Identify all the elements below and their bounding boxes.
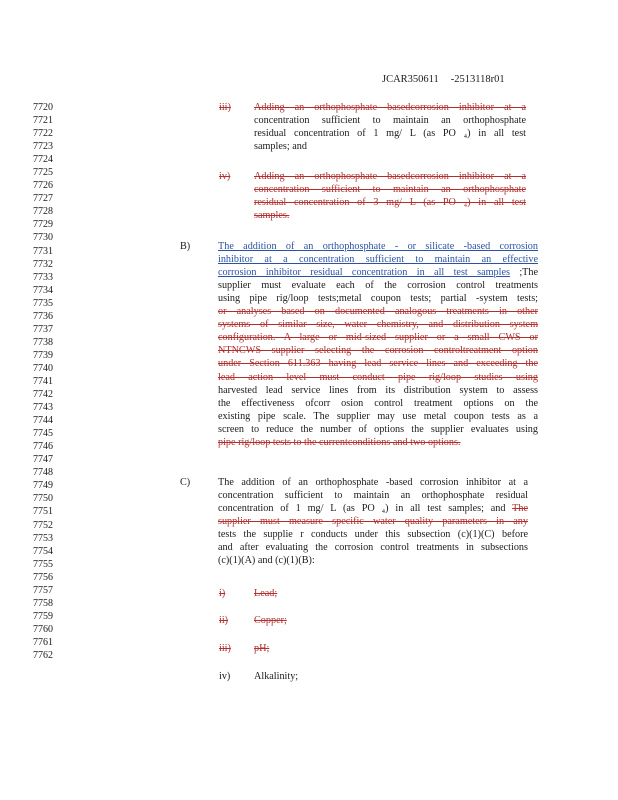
line-number: 7720	[33, 102, 53, 113]
line-number: 7744	[33, 415, 53, 427]
line-number: 7748	[33, 467, 53, 479]
document-header	[382, 74, 505, 85]
line-number: 7728	[33, 206, 53, 218]
text-line	[254, 140, 307, 153]
deleted-text: configuration. A large or mid-sized supplier or a small CWS or	[218, 332, 538, 344]
deleted-text: or analyses based on documented analogous treatments in other	[218, 306, 538, 318]
deleted-text: NTNCWS supplier selecting the corrosion controltreatment option	[218, 345, 538, 357]
line-number: 7759	[33, 610, 53, 622]
text-line	[218, 489, 528, 502]
inserted-text: corrosion inhibitor residual concentration in all test samples	[218, 267, 510, 279]
line-number: 7753	[33, 532, 53, 544]
line-number: 7737	[33, 323, 53, 335]
line-number: 7750	[33, 493, 53, 505]
line-number: 7743	[33, 402, 53, 414]
text-line	[254, 209, 289, 222]
deleted-text: under Section 611.363 having lead service lines and exceeding the	[218, 358, 538, 370]
subitem-label: iv)	[219, 671, 231, 682]
line-number: 7727	[33, 193, 53, 205]
subitem-text: Lead;	[254, 588, 278, 599]
text-line	[218, 541, 528, 554]
body-text: ;The	[509, 267, 538, 279]
text-line	[218, 423, 538, 436]
subitem-text: pH;	[254, 643, 270, 654]
text-line	[218, 357, 538, 370]
text-line	[254, 196, 526, 209]
text-line	[254, 170, 526, 183]
text-line	[254, 127, 526, 140]
line-number: 7724	[33, 154, 53, 166]
line-number: 7726	[33, 180, 53, 192]
text-line	[218, 515, 528, 528]
line-number: 7749	[33, 480, 53, 492]
line-number: 7722	[33, 128, 53, 140]
text-line	[254, 114, 526, 127]
text-line	[218, 410, 538, 423]
text-line	[218, 371, 538, 384]
item-iii-label: iii)	[219, 102, 231, 113]
subitem-label: iii)	[219, 643, 231, 654]
line-number: 7721	[33, 115, 53, 127]
line-number: 7751	[33, 506, 53, 518]
line-number: 7747	[33, 454, 53, 466]
deleted-text: systems of similar size, water chemistry, and distribution system	[218, 319, 538, 331]
text-line	[218, 397, 538, 410]
body-text: concentration of 1 mg/ L (as PO ₄) in all test samples; and	[218, 503, 513, 515]
line-number: 7725	[33, 167, 53, 179]
text-line	[218, 476, 528, 489]
subitem-label: ii)	[219, 615, 229, 626]
line-number: 7757	[33, 584, 53, 596]
deleted-text: Adding an orthophosphate basedcorrosion inhibitor at a	[254, 171, 526, 182]
body-text: (c)(1)(A) and (c)(1)(B):	[218, 555, 315, 567]
line-number: 7736	[33, 310, 53, 322]
line-number: 7742	[33, 389, 53, 401]
line-number: 7762	[33, 649, 53, 661]
line-number: 7746	[33, 441, 53, 453]
subitem-label: i)	[219, 588, 226, 599]
body-text: samples; and	[254, 141, 307, 153]
inserted-text: The addition of an orthophosphate - or silicate -based corrosion	[218, 241, 538, 252]
body-text: The addition of an orthophosphate -based corrosion inhibitor at a	[218, 477, 528, 488]
text-line	[218, 436, 461, 449]
body-text: supplier must evaluate each of the corrosion control treatments	[218, 280, 538, 292]
section-b-label: B)	[180, 241, 191, 252]
text-line	[218, 554, 315, 567]
text-line	[218, 305, 538, 318]
body-text: existing pipe scale. The supplier may use metal coupon tests as a	[218, 410, 538, 422]
line-number: 7738	[33, 336, 53, 348]
text-line	[218, 253, 538, 266]
body-text: the effectiveness ofcorr osion control treatment options on the	[218, 397, 538, 409]
body-text: concentration sufficient to maintain an orthophosphate	[254, 115, 526, 127]
inserted-text: inhibitor at a concentration sufficient to maintain an effective	[218, 254, 538, 266]
deleted-text: lead action level must conduct pipe rig/loop studies using	[218, 371, 538, 383]
line-number: 7732	[33, 258, 53, 270]
body-text: screen to reduce the number of options the supplier evaluates using	[218, 423, 538, 435]
line-number: 7733	[33, 271, 53, 283]
line-number: 7756	[33, 571, 53, 583]
text-line	[218, 318, 538, 331]
text-line	[218, 384, 538, 397]
line-number: 7739	[33, 349, 53, 361]
text-line	[254, 101, 526, 114]
body-text: concentration sufficient to maintain an orthophosphate residual	[218, 490, 528, 502]
line-number: 7758	[33, 597, 53, 609]
subitem-text: Copper;	[254, 615, 287, 626]
text-line	[254, 183, 526, 196]
body-text: tests the supplie r conducts under this subsection (c)(1)(C) before	[218, 529, 528, 541]
line-number: 7761	[33, 636, 53, 648]
line-number: 7735	[33, 297, 53, 309]
line-number: 7723	[33, 141, 53, 153]
text-line	[218, 331, 538, 344]
subitem-text: Alkalinity;	[254, 671, 299, 682]
line-number: 7760	[33, 623, 53, 635]
line-number: 7755	[33, 558, 53, 570]
line-number: 7734	[33, 284, 53, 296]
line-numbers	[33, 101, 63, 662]
text-line	[218, 502, 528, 515]
deleted-text: pipe rig/loop tests to the currentconditions and two options.	[218, 436, 461, 448]
deleted-text: The	[512, 503, 528, 515]
text-line	[218, 279, 538, 292]
deleted-text: Adding an orthophosphate basedcorrosion inhibitor at a	[254, 102, 526, 113]
text-line	[218, 528, 528, 541]
text-line	[218, 344, 538, 357]
line-number: 7741	[33, 375, 53, 387]
item-iv-label: iv)	[219, 171, 231, 182]
body-text: using pipe rig/loop tests;metal coupon tests; partial -system tests;	[218, 293, 538, 305]
line-number: 7745	[33, 428, 53, 440]
body-text: and after evaluating the corrosion control treatments in subsections	[218, 542, 528, 554]
line-number: 7754	[33, 545, 53, 557]
line-number: 7731	[33, 245, 53, 257]
line-number: 7730	[33, 232, 53, 244]
line-number: 7752	[33, 519, 53, 531]
text-line	[218, 266, 538, 279]
text-line	[218, 292, 538, 305]
deleted-text: supplier must measure specific water quality parameters in any	[218, 516, 528, 528]
deleted-text: concentration sufficient to maintain an orthophosphate	[254, 184, 526, 196]
text-line	[218, 240, 538, 253]
line-number: 7740	[33, 362, 53, 374]
deleted-text: residual concentration of 3 mg/ L (as PO ₄) in all test	[254, 197, 526, 209]
document-revision: -2513118r01	[450, 74, 505, 85]
document-id: JCAR350611	[382, 74, 439, 85]
section-c-label: C)	[180, 477, 191, 488]
line-number: 7729	[33, 219, 53, 231]
body-text: residual concentration of 1 mg/ L (as PO ₄) in all test	[254, 128, 526, 140]
deleted-text: samples.	[254, 210, 290, 222]
body-text: harvested lead service lines from its distribution system to assess	[218, 384, 538, 396]
